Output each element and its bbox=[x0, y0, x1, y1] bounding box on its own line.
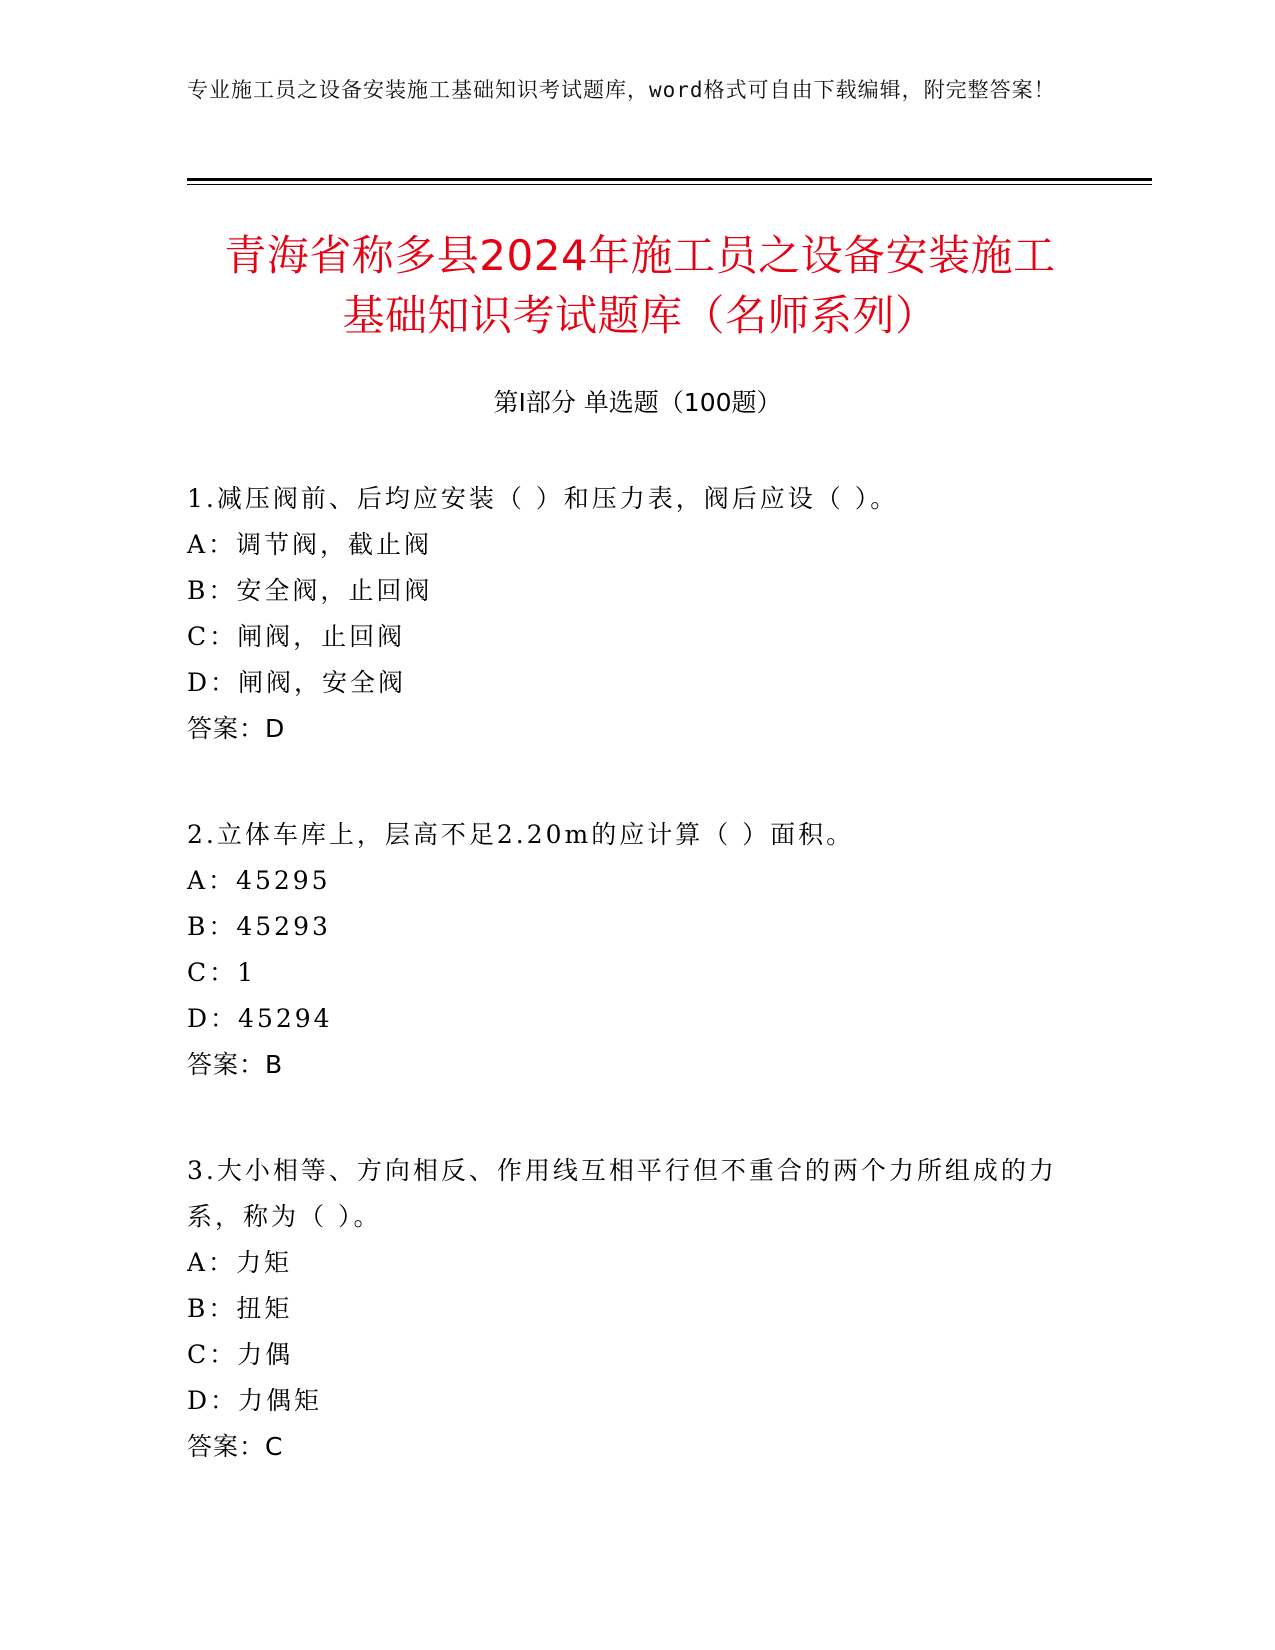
header-rule-thin bbox=[187, 184, 1152, 185]
option-b: B：45293 bbox=[187, 912, 331, 941]
option-d: D：力偶矩 bbox=[187, 1386, 323, 1415]
answer: 答案：C bbox=[187, 1432, 284, 1461]
option-d: D：闸阀，安全阀 bbox=[187, 668, 407, 697]
option-b: B：扭矩 bbox=[187, 1294, 293, 1323]
document-title bbox=[140, 226, 1140, 346]
option-c: C：力偶 bbox=[187, 1340, 294, 1369]
answer: 答案：D bbox=[187, 714, 286, 743]
header-rule-thick bbox=[187, 178, 1152, 181]
header-note: 专业施工员之设备安装施工基础知识考试题库，word格式可自由下载编辑，附完整答案！ bbox=[187, 78, 1056, 102]
question-stem: 2.立体车库上，层高不足2.20m的应计算（ ）面积。 bbox=[187, 820, 855, 849]
document-title-line-2: 基础知识考试题库（名师系列） bbox=[342, 291, 938, 340]
option-c: C：1 bbox=[187, 958, 257, 987]
answer: 答案：B bbox=[187, 1050, 284, 1079]
option-c: C：闸阀，止回阀 bbox=[187, 622, 406, 651]
option-d: D：45294 bbox=[187, 1004, 333, 1033]
option-a: A：调节阀，截止阀 bbox=[187, 530, 433, 559]
option-a: A：45295 bbox=[187, 866, 331, 895]
question-stem: 1.减压阀前、后均应安装（ ）和压力表，阀后应设（ ）。 bbox=[187, 484, 899, 513]
option-a: A：力矩 bbox=[187, 1248, 293, 1277]
option-b: B：安全阀，止回阀 bbox=[187, 576, 433, 605]
question-2 bbox=[187, 812, 1087, 1088]
question-1 bbox=[187, 476, 1087, 752]
document-title-line-1: 青海省称多县2024年施工员之设备安装施工 bbox=[224, 231, 1056, 280]
section-heading: 第Ⅰ部分 单选题（100题） bbox=[493, 388, 782, 417]
question-3 bbox=[187, 1148, 1087, 1470]
question-stem: 3.大小相等、方向相反、作用线互相平行但不重合的两个力所组成的力系，称为（ ）。 bbox=[187, 1156, 1057, 1231]
question-list bbox=[187, 476, 1087, 1530]
